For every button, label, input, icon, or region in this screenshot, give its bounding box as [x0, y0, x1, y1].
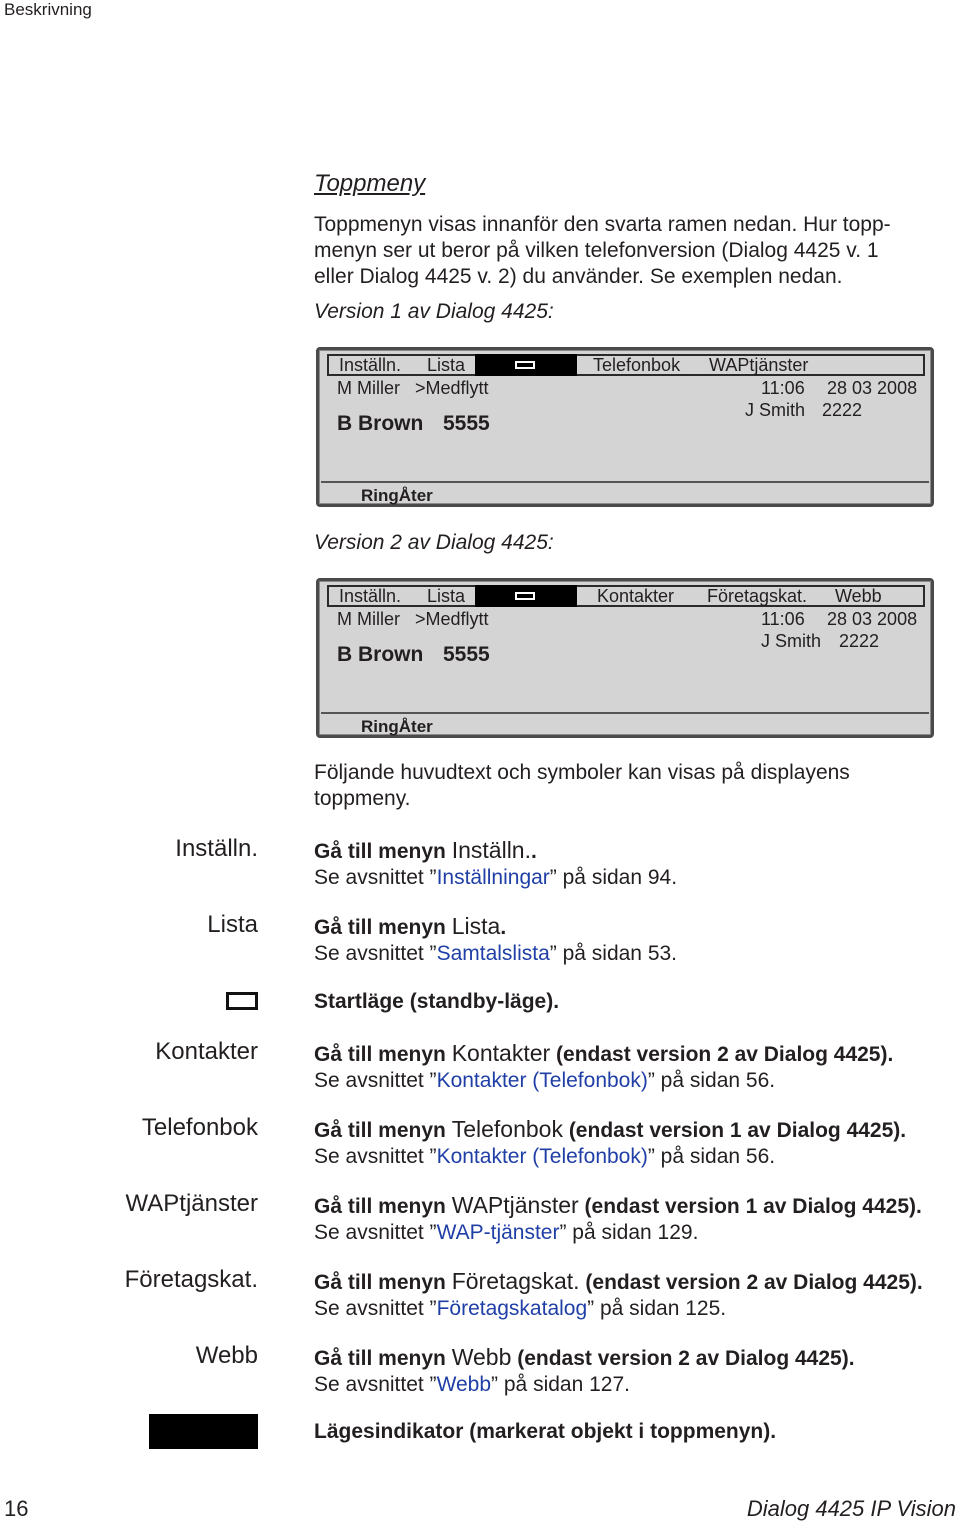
menu-item-lista[interactable]: Lista	[427, 355, 466, 375]
term-waptjanster: WAPtjänster	[125, 1190, 258, 1217]
term-webb: Webb	[195, 1342, 258, 1369]
contact-name: M Miller	[337, 609, 400, 629]
display-version1	[316, 347, 934, 507]
contact-name: M Miller	[337, 378, 400, 398]
menu-item-foretagskat[interactable]: Företagskat.	[707, 586, 808, 606]
desc-kontakter: Gå till menyn Kontakter (endast version 2 av Dialog 4425). Se avsnittet ”Kontakter (Telefonbok)” på sidan 56.	[314, 1040, 894, 1092]
page-number: 16	[4, 1496, 29, 1521]
date: 28 03 2008	[827, 378, 918, 398]
link-webb[interactable]: Webb	[436, 1373, 492, 1396]
link-samtalslista[interactable]: Samtalslista	[436, 942, 550, 965]
status-text: >Medflytt	[415, 378, 489, 398]
desc-telefonbok: Gå till menyn Telefonbok (endast version 1 av Dialog 4425). Se avsnittet ”Kontakter (Telefonbok)” på sidan 56.	[314, 1116, 907, 1168]
standby-icon	[515, 361, 535, 369]
term-installn: Inställn.	[175, 835, 258, 862]
link-installningar[interactable]: Inställningar	[436, 866, 550, 889]
desc-lista: Gå till menyn Lista. Se avsnittet ”Samtalslista” på sidan 53.	[314, 913, 678, 965]
link-kontakter-telefonbok[interactable]: Kontakter (Telefonbok)	[436, 1069, 648, 1092]
desc-webb: Gå till menyn Webb (endast version 2 av Dialog 4425). Se avsnittet ”Webb” på sidan 127.	[314, 1344, 855, 1396]
owner-name: B Brown	[337, 412, 424, 435]
intro-paragraph: Toppmenyn visas innanför den svarta ramen nedan. Hur topp-menyn ser ut beror på vilken telefonversion (Dialog 4425 v. 1 eller Dialog 4425 v. 2) du använder. Se exemplen nedan.	[314, 213, 891, 288]
section-header: Beskrivning	[4, 0, 92, 19]
product-name: Dialog 4425 IP Vision	[746, 1496, 956, 1521]
term-kontakter: Kontakter	[155, 1038, 258, 1065]
caller-name: J Smith	[761, 631, 822, 651]
desc-waptjanster: Gå till menyn WAPtjänster (endast version 1 av Dialog 4425). Se avsnittet ”WAP-tjänster” på sidan 129.	[314, 1192, 922, 1244]
link-wap-tjanster[interactable]: WAP-tjänster	[436, 1221, 560, 1244]
owner-number: 5555	[443, 412, 490, 435]
date: 28 03 2008	[827, 609, 918, 629]
clock: 11:06	[761, 609, 805, 629]
top-menu-bar	[327, 354, 925, 376]
standby-icon	[515, 592, 535, 600]
mode-indicator[interactable]	[475, 354, 577, 376]
owner-number: 5555	[443, 643, 490, 666]
term-lista: Lista	[207, 911, 258, 938]
menu-item-installn[interactable]: Inställn.	[339, 586, 402, 606]
term-foretagskat: Företagskat.	[124, 1266, 258, 1293]
owner-name: B Brown	[337, 643, 424, 666]
menu-item-webb[interactable]: Webb	[835, 586, 882, 606]
softkey-ringater[interactable]: RingÅter	[361, 486, 433, 505]
desc-foretagskat: Gå till menyn Företagskat. (endast version 2 av Dialog 4425). Se avsnittet ”Företagskatalog” på sidan 125.	[314, 1268, 923, 1320]
link-foretagskatalog[interactable]: Företagskatalog	[436, 1297, 588, 1320]
following-paragraph: Följande huvudtext och symboler kan visas på displayens toppmeny.	[314, 761, 850, 810]
menu-item-telefonbok[interactable]: Telefonbok	[593, 355, 681, 375]
softkey-divider	[321, 481, 929, 483]
desc-installn: Gå till menyn Inställn.. Se avsnittet ”Inställningar” på sidan 94.	[314, 837, 678, 889]
desc-standby: Startläge (standby-läge).	[314, 990, 560, 1013]
top-menu-bar	[327, 585, 925, 607]
link-kontakter-telefonbok[interactable]: Kontakter (Telefonbok)	[436, 1145, 648, 1168]
menu-item-kontakter[interactable]: Kontakter	[597, 586, 675, 606]
menu-item-waptjanster[interactable]: WAPtjänster	[709, 355, 809, 375]
desc-mode-indicator: Lägesindikator (markerat objekt i toppmenyn).	[314, 1420, 777, 1443]
status-text: >Medflytt	[415, 609, 489, 629]
mode-indicator-bar	[149, 1414, 258, 1449]
caller-name: J Smith	[745, 400, 806, 420]
version1-label: Version 1 av Dialog 4425:	[314, 300, 554, 323]
clock: 11:06	[761, 378, 805, 398]
version2-label: Version 2 av Dialog 4425:	[314, 531, 554, 554]
softkey-divider	[321, 712, 929, 714]
standby-icon	[226, 992, 258, 1010]
menu-item-installn[interactable]: Inställn.	[339, 355, 402, 375]
menu-item-lista[interactable]: Lista	[427, 586, 466, 606]
caller-number: 2222	[822, 400, 863, 420]
term-telefonbok: Telefonbok	[141, 1114, 258, 1141]
page-title: Toppmeny	[314, 170, 426, 197]
caller-number: 2222	[839, 631, 880, 651]
softkey-ringater[interactable]: RingÅter	[361, 717, 433, 736]
mode-indicator[interactable]	[475, 585, 577, 607]
display-version2	[316, 578, 934, 738]
